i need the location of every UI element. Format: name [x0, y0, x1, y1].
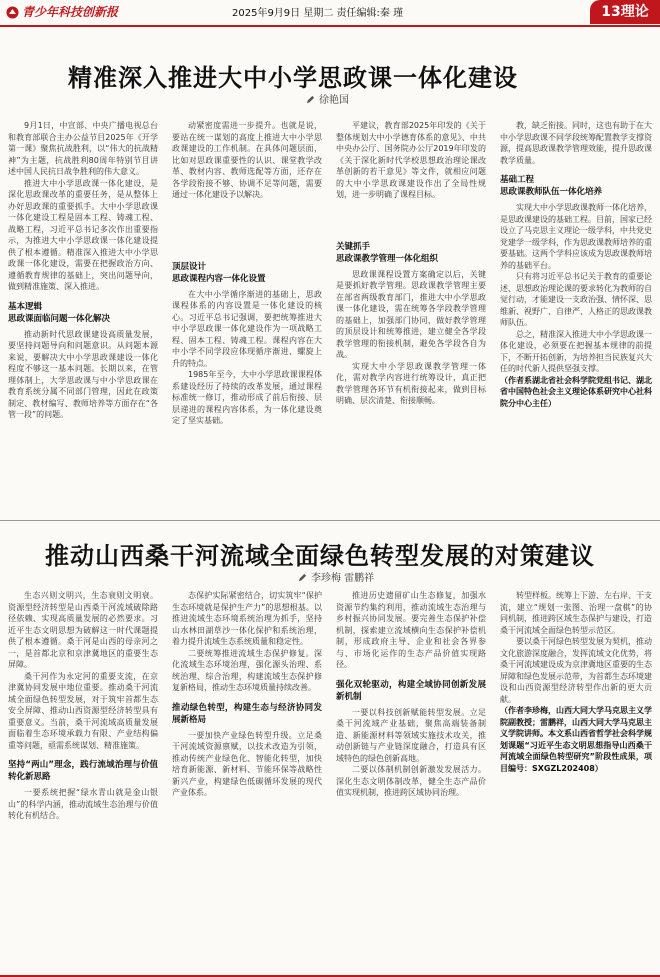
article2-column-1 [8, 590, 158, 972]
article1-author-note: （作者系湖北省社会科学院党组书记、湖北省中国特色社会主义理论体系研究中心社科院分中心主任） [500, 375, 652, 408]
paragraph: 二要以体制机制创新激发发展活力。深化生态文明体制改革，健全生态产品价值实现机制，推进跨区域协同治理。 [336, 765, 486, 797]
article-divider [0, 520, 660, 521]
paragraph: 二要统筹推进流域生态保护修复。深化流域生态环境治理，强化源头治理、系统治理、综合治理，构建流域生态保护修复新格局，推动生态环境质量持续改善。 [172, 648, 322, 692]
paragraph: 生态兴则文明兴，生态衰则文明衰。资源型经济转型是山西桑干河流域破除路径依赖、实现高质量发展的必然要求。习近平生态文明思想为破解这一时代课题提供了根本遵循。桑干河是山西的母亲河之一，是首都北京和京津冀地区的重要生态屏障。 [8, 591, 158, 669]
article1-subheading-2: 顶层设计 思政课程内容一体化设置 [172, 261, 266, 284]
page-section-tag: 13理论 [590, 0, 660, 24]
article2-author-note: （作者李珍梅，山西大同大学马克思主义学院副教授；雷鹏祥，山西大同大学马克思主义学院讲师。本文系山西省哲学社会科学规划课题“习近平生态文明思想指导山西桑干河流域全面绿色转型研究”阶段性成果，项目编号：SXGZL202408） [500, 706, 652, 773]
article1-column-3 [336, 120, 486, 518]
article2-column-4 [500, 590, 652, 972]
paragraph: 平建议，教育部2025年印发的《关于整体规划大中小学德育体系的意见》、中共中央办公厅、国务院办公厅2019年印发的《关于深化新时代学校思想政治理论课改革创新的若干意见》等文件，就相应问题的大中小学思政课建设作出了全局性规划，进一步明确了课程目标。 [336, 121, 486, 199]
paragraph: 桑干河作为永定河的重要支流，在京津冀协同发展中地位重要。推动桑干河流域全面绿色转型发展，对于筑牢首都生态安全屏障、推动山西资源型经济转型具有重要意义。当前，桑干河流域高质量发展面临着生态环境承载力有限、产业结构偏重等问题，亟需系统谋划、精准施策。 [8, 671, 158, 750]
article2-subheading-3: 强化双轮驱动，构建全域协同创新发展新机制 [336, 679, 486, 702]
paragraph: 教，缺乏衔接。同时，这也有助于在大中小学思政课不同学段统筹配置教学支撑资源，提高思政课教学管理效能，提升思政课教学质量。 [500, 121, 652, 165]
masthead-logo-icon [6, 6, 19, 19]
paragraph: 动紧密度需进一步提升。也就是说，要站在统一谋划的高度上推进大中小学思政课建设的工作机制。在具体问题层面，比如对思政课重要性的认识、课堂教学改革、教材内容、教师选配等方面，还存在各学段衔接不够、协调不足等问题，需要通过一体化建设予以解决。 [172, 121, 322, 199]
article2-subheading-1: 坚持“两山”理念，践行流域治理与价值转化新思路 [8, 760, 158, 782]
article1-subheading-1: 基本逻辑 思政课面临问题一体化解决 [8, 301, 111, 324]
paragraph: 思政课课程设置方案确定以后，关键是要抓好教学管理。思政课教学管理主要在部省两级教育部门，推进大中小学思政课一体化建设，需在统筹各学段教学管理的基础上，加强部门协同，做好教学管理的顶层设计和统筹推进，建立健全各学段教学管理的衔接机制，避免各学段各自为战。 [336, 269, 486, 359]
paragraph: 推进大中小学思政课一体化建设，是深化思政课改革的重要任务，是从整体上办好思政课的重要抓手。大中小学思政课一体化建设工程是固本工程、铸魂工程、战略工程，习近平总书记多次作出重要指示，为推进大中小学思政课一体化建设提供了根本遵循。精准深入推进大中小学思政课一体化建设，需要在把握政治方向、遵循教育规律的基础上，突出问题导向，做到精准施策、深入推进。 [8, 178, 158, 291]
paragraph: 在大中小学循序渐进的基础上，思政课程体系的内容设置是一体化建设的核心。习近平总书记强调，要把统筹推进大中小学思政课一体化建设作为一项战略工程、固本工程、铸魂工程。课程内容在大中小学不同学段应体现循序渐进、螺旋上升的特点。 [172, 289, 322, 368]
article1-subheading-4: 基础工程 思政课教师队伍一体化培养 [500, 175, 603, 197]
paragraph: 一要系统把握“绿水青山就是金山银山”的科学内涵，推动流域生态治理与价值转化有机结合。 [8, 788, 158, 820]
pen-icon [306, 95, 315, 104]
paragraph: 推进历史遗留矿山生态修复，加强水资源节约集约利用，推动流域生态治理与乡村振兴协同发展。要完善生态保护补偿机制，探索建立流域横向生态保护补偿机制，形成政府主导、企业和社会各界参与、市场化运作的生态产品价值实现路径。 [336, 591, 486, 669]
paragraph: 9月1日，中宣部、中央广播电视总台和教育部联合主办公益节目2025年《开学第一课》聚焦抗战胜利，以“伟大的抗战精神”为主题，抗战胜利80周年特别节目讲述中国人民抗日战争胜利的伟大意义。 [8, 121, 158, 176]
article1-title: 精准深入推进大中小学思政课一体化建设 [68, 64, 518, 92]
article1-subheading-3: 关键抓手 思政课教学管理一体化组织 [336, 241, 439, 264]
article1-column-2 [172, 120, 322, 518]
paragraph: 一要以科技创新赋能转型发展。立足桑干河流域产业基础，聚焦高端装备制造、新能源材料等领域实施技术攻关，推动创新链与产业链深度融合，打造具有区域特色的绿色创新高地。 [336, 707, 486, 763]
paragraph: 实现大中小学思政课教学管理一体化，需对教学内容进行统筹设计，真正把教学管理各环节有机衔接起来，做到目标明确、层次清楚、衔接顺畅。 [336, 361, 486, 405]
article1-column-4 [500, 120, 652, 518]
masthead: 青少年科技创新报 [22, 5, 119, 19]
paragraph: 1985年至今，大中小学思政课课程体系建设经历了持续的改革发展，通过课程标准统一修订，推动形成了前后衔接、层层递进的课程内容体系，为一体化建设奠定了坚实基础。 [172, 370, 322, 425]
paragraph: 转型样板。统筹上下游、左右岸、干支流，建立“规划一张图、治理一盘棋”的协同机制，推进跨区域生态保护与建设，打造桑干河流域全面绿色转型示范区。 [500, 591, 652, 635]
pen-icon [298, 573, 307, 582]
article1-author: 徐艳国 [319, 95, 349, 106]
header-rule [0, 25, 660, 27]
paragraph: 一要加快产业绿色转型升级。立足桑干河流域资源禀赋，以技术改造为引领，推动传统产业绿色化、智能化转型，加快培育新能源、新材料、节能环保等战略性新兴产业，构建绿色低碳循环发展的现代产业体系。 [172, 730, 322, 797]
article2-title: 推动山西桑干河流域全面绿色转型发展的对策建议 [45, 542, 595, 570]
article2-author: 李珍梅 雷鹏祥 [311, 573, 375, 584]
paragraph: 态保护实际紧密结合，切实筑牢“保护生态环境就是保护生产力”的思想根基。以推进流域生态环境系统治理为抓手，坚持山水林田湖草沙一体化保护和系统治理，着力提升流域生态系统质量和稳定性。 [172, 591, 322, 646]
article2-column-3 [336, 590, 486, 972]
article2-column-2 [172, 590, 322, 972]
paragraph: 实现大中小学思政课教师一体化培养，是思政课建设的基础工程。目前，国家已经设立了马克思主义理论一级学科，中共党史党建学一级学科，作为思政课教师培养的重要基础。这两个学科应该成为思政课教师培养的基础平台。 [500, 203, 652, 270]
article1-column-1 [8, 120, 158, 518]
dateline: 2025年9月9日 星期二 责任编辑:秦 瑾 [232, 8, 404, 19]
article1-byline [306, 91, 349, 106]
paragraph: 推动新时代思政课建设高质量发展，要坚持问题导向和问题意识。从问题本源来说，要解决大中小学思政课建设一体化程度不够这一基本问题。长期以来，在管理体制上，大学思政课与中小学思政课在教育系统分属不同部门管理，因此在政策制定、教材编写、教师培养等方面存在“各管一段”的问题。 [8, 329, 158, 419]
paragraph: 要以桑干河绿色转型发展为契机，推动文化旅游深度融合，发挥流域文化优势，将桑干河流域建设成为京津冀地区重要的生态屏障和绿色发展示范带，为首都生态环境建设和山西资源型经济转型作出新的更大贡献。 [500, 637, 652, 704]
article2-subheading-2: 推动绿色转型，构建生态与经济协同发展新格局 [172, 702, 322, 725]
paragraph: 只有将习近平总书记关于教育的重要论述、思想政治理论课的要求转化为教师的自觉行动，才能建设一支政治强、情怀深、思维新、视野广、自律严、人格正的思政课教师队伍。 [500, 272, 652, 327]
article2-byline [298, 569, 374, 584]
paragraph: 总之，精准深入推进大中小学思政课一体化建设，必须要在把握基本规律的前提下，不断开拓创新，为培养担当民族复兴大任的时代新人提供坚强支撑。 [500, 329, 652, 373]
